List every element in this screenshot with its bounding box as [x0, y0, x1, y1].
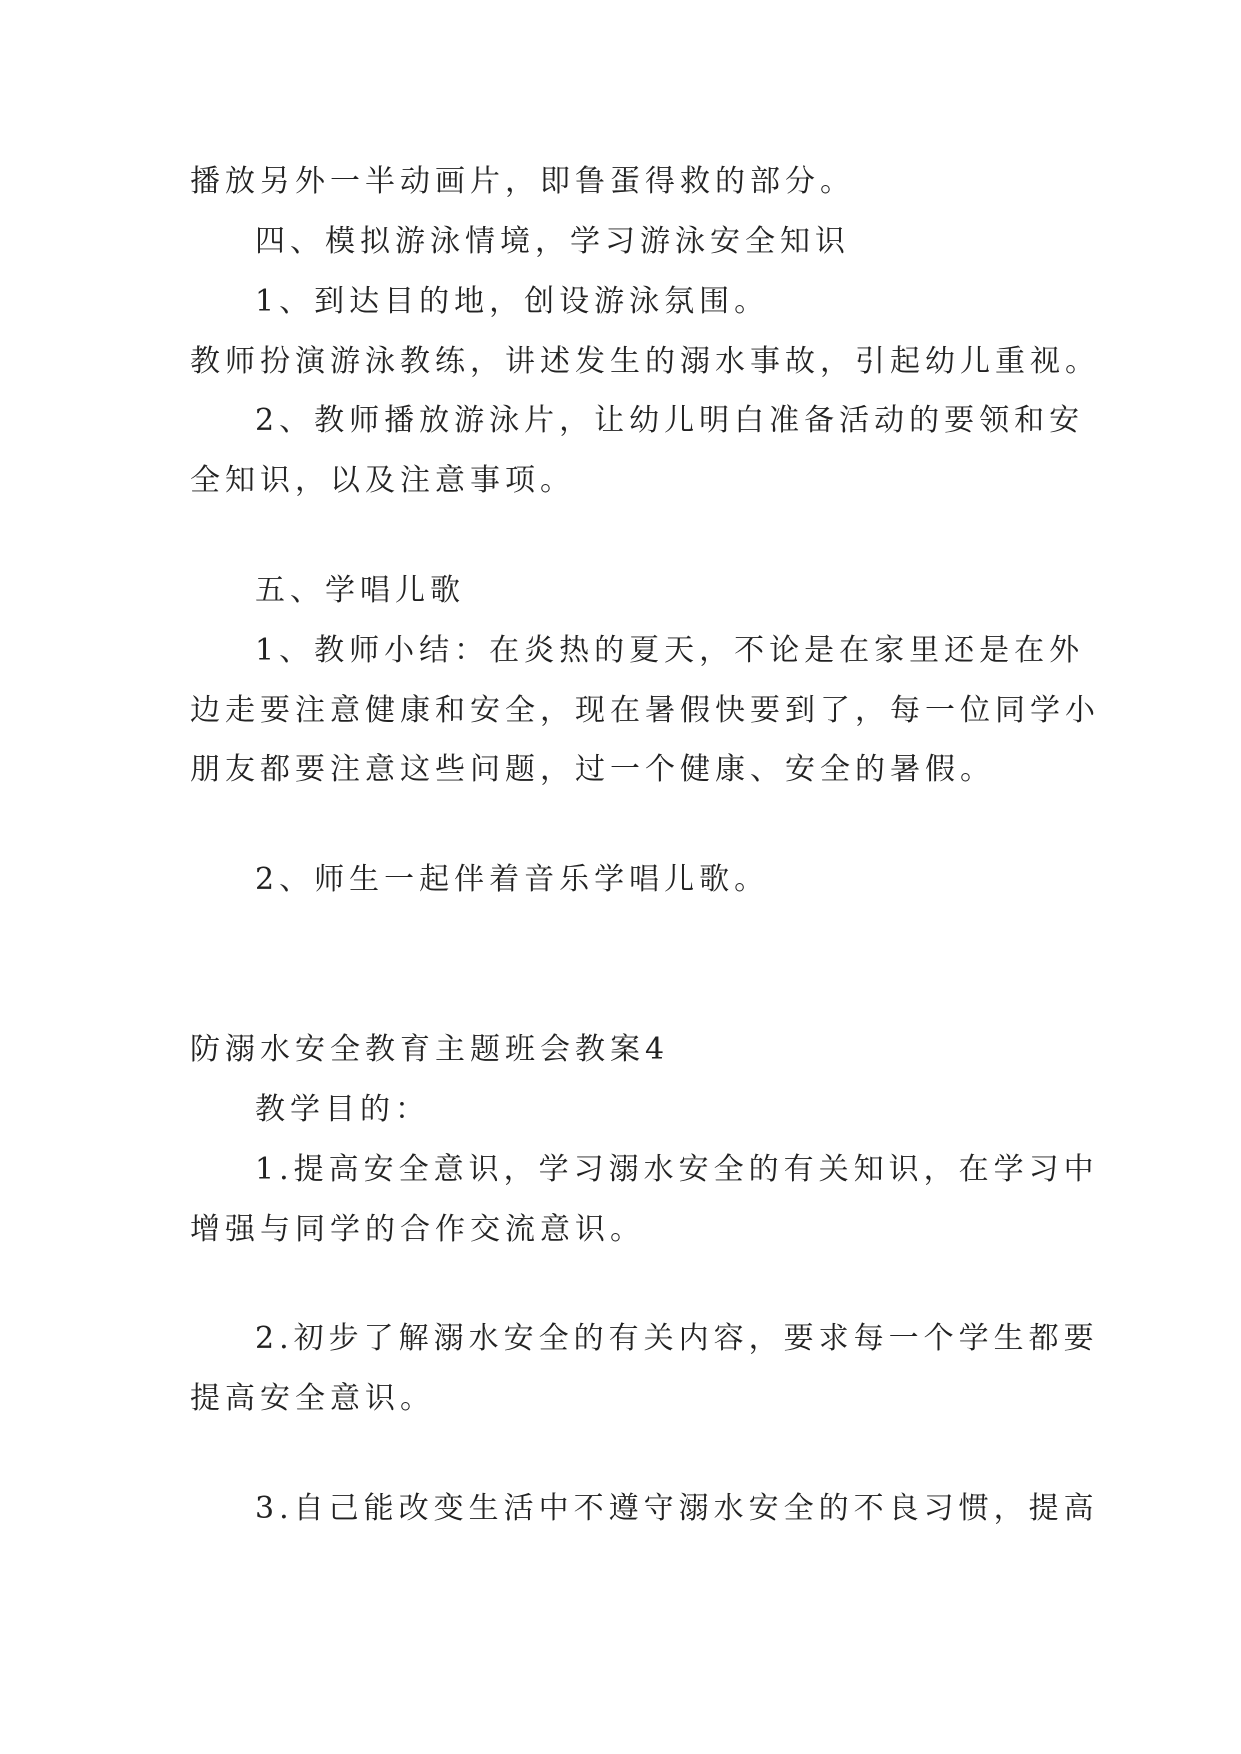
paragraph-line: 2、师生一起伴着音乐学唱儿歌。 — [255, 862, 770, 897]
section-heading: 教学目的： — [255, 1092, 430, 1127]
paragraph-line: 1、到达目的地，创设游泳氛围。 — [255, 284, 770, 319]
paragraph-line: 2、教师播放游泳片，让幼儿明白准备活动的要领和安 — [255, 403, 1085, 438]
paragraph-line: 教师扮演游泳教练，讲述发生的溺水事故，引起幼儿重视。 — [190, 344, 1100, 379]
paragraph-line: 边走要注意健康和安全，现在暑假快要到了，每一位同学小 — [190, 693, 1100, 728]
paragraph-line: 1、教师小结：在炎热的夏天，不论是在家里还是在外 — [255, 633, 1085, 668]
section-heading: 五、学唱儿歌 — [255, 573, 465, 608]
paragraph-line: 增强与同学的合作交流意识。 — [190, 1212, 645, 1247]
paragraph-line: 3.自己能改变生活中不遵守溺水安全的不良习惯，提高 — [255, 1491, 1099, 1526]
document-title: 防溺水安全教育主题班会教案4 — [190, 1032, 670, 1067]
paragraph-line: 2.初步了解溺水安全的有关内容，要求每一个学生都要 — [255, 1321, 1099, 1356]
paragraph-line: 1.提高安全意识，学习溺水安全的有关知识，在学习中 — [255, 1152, 1099, 1187]
paragraph-line: 全知识，以及注意事项。 — [190, 463, 575, 498]
paragraph-line: 播放另外一半动画片，即鲁蛋得救的部分。 — [190, 164, 855, 199]
paragraph-line: 朋友都要注意这些问题，过一个健康、安全的暑假。 — [190, 752, 995, 787]
section-heading: 四、模拟游泳情境，学习游泳安全知识 — [255, 224, 850, 259]
paragraph-line: 提高安全意识。 — [190, 1381, 435, 1416]
